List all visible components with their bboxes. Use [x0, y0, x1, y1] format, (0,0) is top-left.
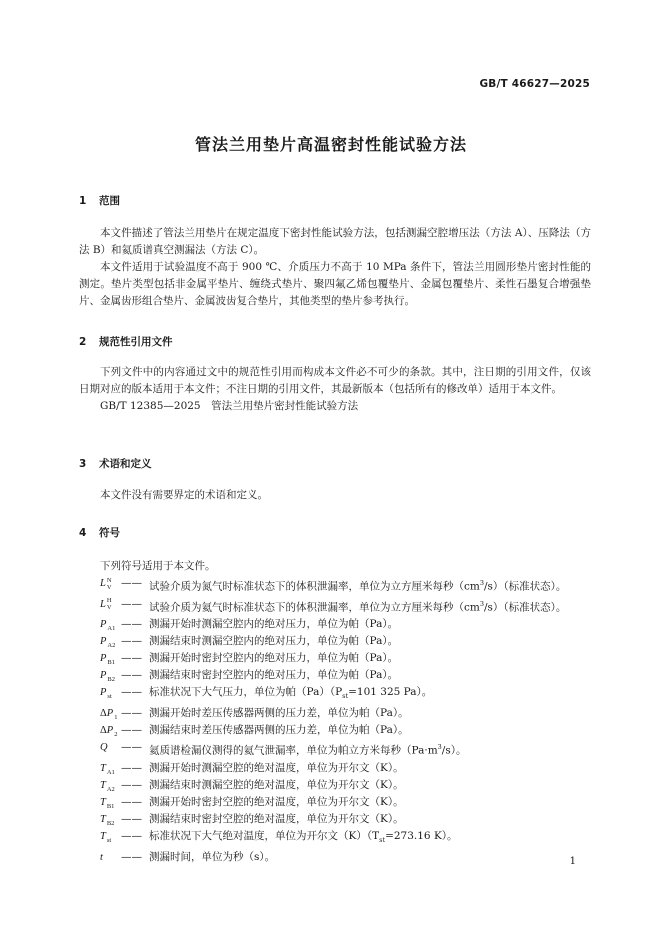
description-text-after: =273.16 K）。 — [385, 829, 458, 842]
symbol-dash: —— — [121, 829, 142, 842]
symbol-row — [79, 849, 599, 866]
symbol-row — [79, 633, 599, 650]
description-text-after: /s）（标准状态）。 — [483, 580, 567, 593]
symbol-base: T — [100, 779, 106, 791]
symbol-base: L — [100, 578, 106, 589]
section-2-heading — [79, 334, 173, 349]
symbol-subscript: st — [106, 836, 112, 844]
symbol-dash: —— — [121, 652, 142, 664]
symbol-row — [79, 616, 599, 633]
symbol — [79, 828, 121, 849]
description-text-after: /s）。 — [441, 744, 467, 757]
normative-text — [79, 364, 591, 415]
symbol-base: P — [106, 725, 114, 737]
description-text-after: =101 325 Pa）。 — [348, 686, 433, 698]
symbol — [79, 722, 121, 739]
description-text: 测漏开始时差压传感器两侧的压力差，单位为帕（Pa）。 — [149, 707, 409, 720]
symbol-row — [79, 650, 599, 667]
symbol-dash: —— — [121, 707, 142, 720]
description-text: 测漏开始时密封空腔的绝对温度，单位为开尔文（K）。 — [149, 795, 404, 808]
description-text: 测漏开始时测漏空腔内的绝对压力，单位为帕（Pa）。 — [149, 618, 399, 630]
symbol-description — [149, 616, 599, 633]
symbol-base: T — [100, 762, 106, 774]
page-number: 1 — [569, 856, 576, 867]
symbol-prefix: Δ — [100, 708, 107, 720]
description-text: 标准状况下大气绝对温度，单位为开尔文（K）（T — [149, 829, 380, 842]
symbol-subscript: st — [107, 693, 112, 701]
description-text: 测漏结束时密封空腔的绝对温度，单位为开尔文（K）。 — [149, 812, 404, 825]
symbol-description — [149, 684, 599, 705]
symbol-dash: —— — [121, 577, 142, 589]
symbol-description — [149, 794, 599, 811]
unit-superscript: 3 — [479, 579, 484, 587]
symbol-list — [79, 558, 599, 866]
symbol — [79, 760, 121, 777]
symbol — [79, 650, 121, 667]
symbol-description — [149, 596, 599, 617]
symbol-row — [79, 596, 599, 617]
symbol-description — [149, 777, 599, 794]
symbol-dash: —— — [121, 741, 142, 754]
section-title: 符号 — [99, 527, 120, 539]
symbol-description — [149, 849, 599, 866]
symbol — [79, 667, 121, 684]
symbol-subscript: B1 — [106, 802, 115, 810]
symbol-description — [149, 760, 599, 777]
symbol-base: T — [100, 796, 106, 808]
symbol — [79, 811, 121, 828]
symbol-superscript: N — [106, 576, 112, 584]
symbol-description — [149, 811, 599, 828]
symbol-dash: —— — [121, 669, 142, 681]
section-1-heading — [79, 193, 120, 208]
symbol-base: P — [100, 619, 107, 630]
symbol-base: P — [100, 636, 107, 647]
symbol-row — [79, 575, 599, 596]
symbol-dash: —— — [121, 850, 142, 863]
symbol-subscript: 1 — [114, 714, 118, 722]
symbol — [79, 777, 121, 794]
symbol-rows — [79, 575, 599, 866]
section-title: 范围 — [99, 195, 120, 207]
description-text: 测漏时间，单位为秒（s）。 — [149, 850, 276, 863]
symbol-dash: —— — [121, 597, 142, 610]
symbol-description — [149, 828, 599, 849]
symbol-subscript: B1 — [107, 659, 116, 667]
symbol-row — [79, 684, 599, 705]
symbol-intro: 下列符号适用于本文件。 — [100, 560, 216, 572]
symbol-subscript: V — [106, 604, 112, 612]
description-text: 测漏结束时差压传感器两侧的压力差，单位为帕（Pa）。 — [149, 724, 409, 737]
unit-subscript: st — [379, 835, 386, 844]
description-text: 试验介质为氮气时标准状态下的体积泄漏率，单位为立方厘米每秒（cm — [149, 580, 480, 593]
unit-subscript: st — [342, 692, 349, 701]
symbol — [79, 684, 121, 705]
symbol-subscript: B2 — [107, 676, 116, 684]
symbol-description — [149, 575, 599, 596]
symbol-dash: —— — [121, 778, 142, 791]
description-text: 测漏结束时测漏空腔内的绝对压力，单位为帕（Pa）。 — [149, 635, 399, 647]
symbol-row — [79, 705, 599, 722]
symbol-row — [79, 794, 599, 811]
terms-paragraph: 本文件没有需要界定的术语和定义。 — [100, 489, 268, 501]
unit-superscript: 3 — [479, 599, 484, 608]
symbol-subscript: A2 — [106, 785, 115, 793]
symbol-dash: —— — [121, 635, 142, 647]
symbol-base: t — [100, 851, 103, 863]
symbol — [79, 849, 121, 866]
symbol-superscript: H — [106, 597, 112, 605]
symbol-base: P — [100, 653, 107, 664]
symbol — [79, 575, 121, 596]
section-title: 术语和定义 — [99, 458, 152, 470]
symbol-dash: —— — [121, 724, 142, 737]
symbol-dash: —— — [121, 812, 142, 825]
section-number: 2 — [79, 336, 87, 348]
symbol-subscript: B2 — [106, 819, 115, 827]
normative-paragraph: 下列文件中的内容通过文中的规范性引用而构成本文件必不可少的条款。其中，注日期的引用文件，仅该日期对应的版本适用于本文件；不注日期的引用文件，其最新版本（包括所有的修改单）适用于本文件。 — [79, 366, 591, 395]
description-text: 测漏开始时密封空腔内的绝对压力，单位为帕（Pa）。 — [149, 652, 399, 664]
description-text-after: /s）（标准状态）。 — [483, 601, 567, 613]
symbol-row — [79, 739, 599, 760]
normative-reference: GB/T 12385—2025 管法兰用垫片密封性能试验方法 — [100, 400, 359, 412]
section-number: 1 — [79, 195, 87, 207]
symbol-description — [149, 667, 599, 684]
scope-text — [79, 225, 591, 310]
symbol — [79, 616, 121, 633]
symbol-dash: —— — [121, 795, 142, 808]
document-title: 管法兰用垫片高温密封性能试验方法 — [194, 135, 467, 154]
section-3-heading — [79, 456, 152, 471]
symbol-base: L — [100, 598, 106, 610]
symbol-row — [79, 722, 599, 739]
symbol-description — [149, 650, 599, 667]
description-text: 测漏结束时密封空腔内的绝对压力，单位为帕（Pa）。 — [149, 669, 399, 681]
symbol-dash: —— — [121, 761, 142, 774]
symbol-subscript: A2 — [107, 642, 116, 650]
section-number: 3 — [79, 458, 87, 470]
symbol-subscript: 2 — [114, 731, 118, 739]
symbol-row — [79, 828, 599, 849]
standard-code: GB/T 46627—2025 — [479, 78, 590, 90]
section-title: 规范性引用文件 — [99, 336, 173, 348]
description-text: 试验介质为氦气时标准状态下的体积泄漏率，单位为立方厘米每秒（cm — [149, 601, 480, 613]
symbol — [79, 794, 121, 811]
symbol-row — [79, 760, 599, 777]
symbol-description — [149, 705, 599, 722]
symbol-dash: —— — [121, 618, 142, 630]
symbol-base: T — [100, 830, 106, 842]
description-text: 氦质谱检漏仪测得的氦气泄漏率，单位为帕立方米每秒（Pa·m — [149, 744, 438, 757]
symbol-base: T — [100, 813, 106, 825]
symbol — [79, 705, 121, 722]
scope-paragraph-2: 本文件适用于试验温度不高于 900 ℃、介质压力不高于 10 MPa 条件下，管法兰用圆形垫片密封性能的测定。垫片类型包括非金属平垫片、缠绕式垫片、聚四氟乙烯包覆垫片、金属包覆垫片、柔性石墨复合增强垫片、金属齿形组合垫片、金属波齿复合垫片，其他类型的垫片参考执行。 — [79, 261, 591, 307]
symbol-base: P — [100, 687, 107, 698]
description-text: 测漏开始时测漏空腔的绝对温度，单位为开尔文（K）。 — [149, 761, 404, 774]
scope-paragraph-1: 本文件描述了管法兰用垫片在规定温度下密封性能试验方法，包括测漏空腔增压法（方法 A）、压降法（方法 B）和氦质谱真空测漏法（方法 C）。 — [79, 227, 591, 256]
symbol-subscript: A1 — [107, 625, 116, 633]
symbol — [79, 633, 121, 650]
symbol-description — [149, 722, 599, 739]
section-number: 4 — [79, 527, 87, 539]
section-4-heading — [79, 525, 120, 540]
symbol-base: P — [106, 708, 114, 720]
symbol-base: P — [100, 670, 107, 681]
symbol — [79, 739, 121, 760]
description-text: 测漏结束时测漏空腔的绝对温度，单位为开尔文（K）。 — [149, 778, 404, 791]
symbol-description — [149, 633, 599, 650]
symbol-row — [79, 777, 599, 794]
symbol-prefix: Δ — [100, 725, 107, 737]
description-text: 标准状况下大气压力，单位为帕（Pa）（P — [149, 686, 343, 698]
terms-text — [79, 487, 591, 504]
symbol-base: Q — [100, 742, 108, 754]
symbol-subscript: V — [106, 583, 112, 591]
unit-superscript: 3 — [437, 743, 442, 752]
symbol — [79, 596, 121, 617]
symbol-row — [79, 811, 599, 828]
symbol-dash: —— — [121, 686, 142, 698]
symbol-description — [149, 739, 599, 760]
symbol-row — [79, 667, 599, 684]
symbol-subscript: A1 — [106, 768, 115, 776]
